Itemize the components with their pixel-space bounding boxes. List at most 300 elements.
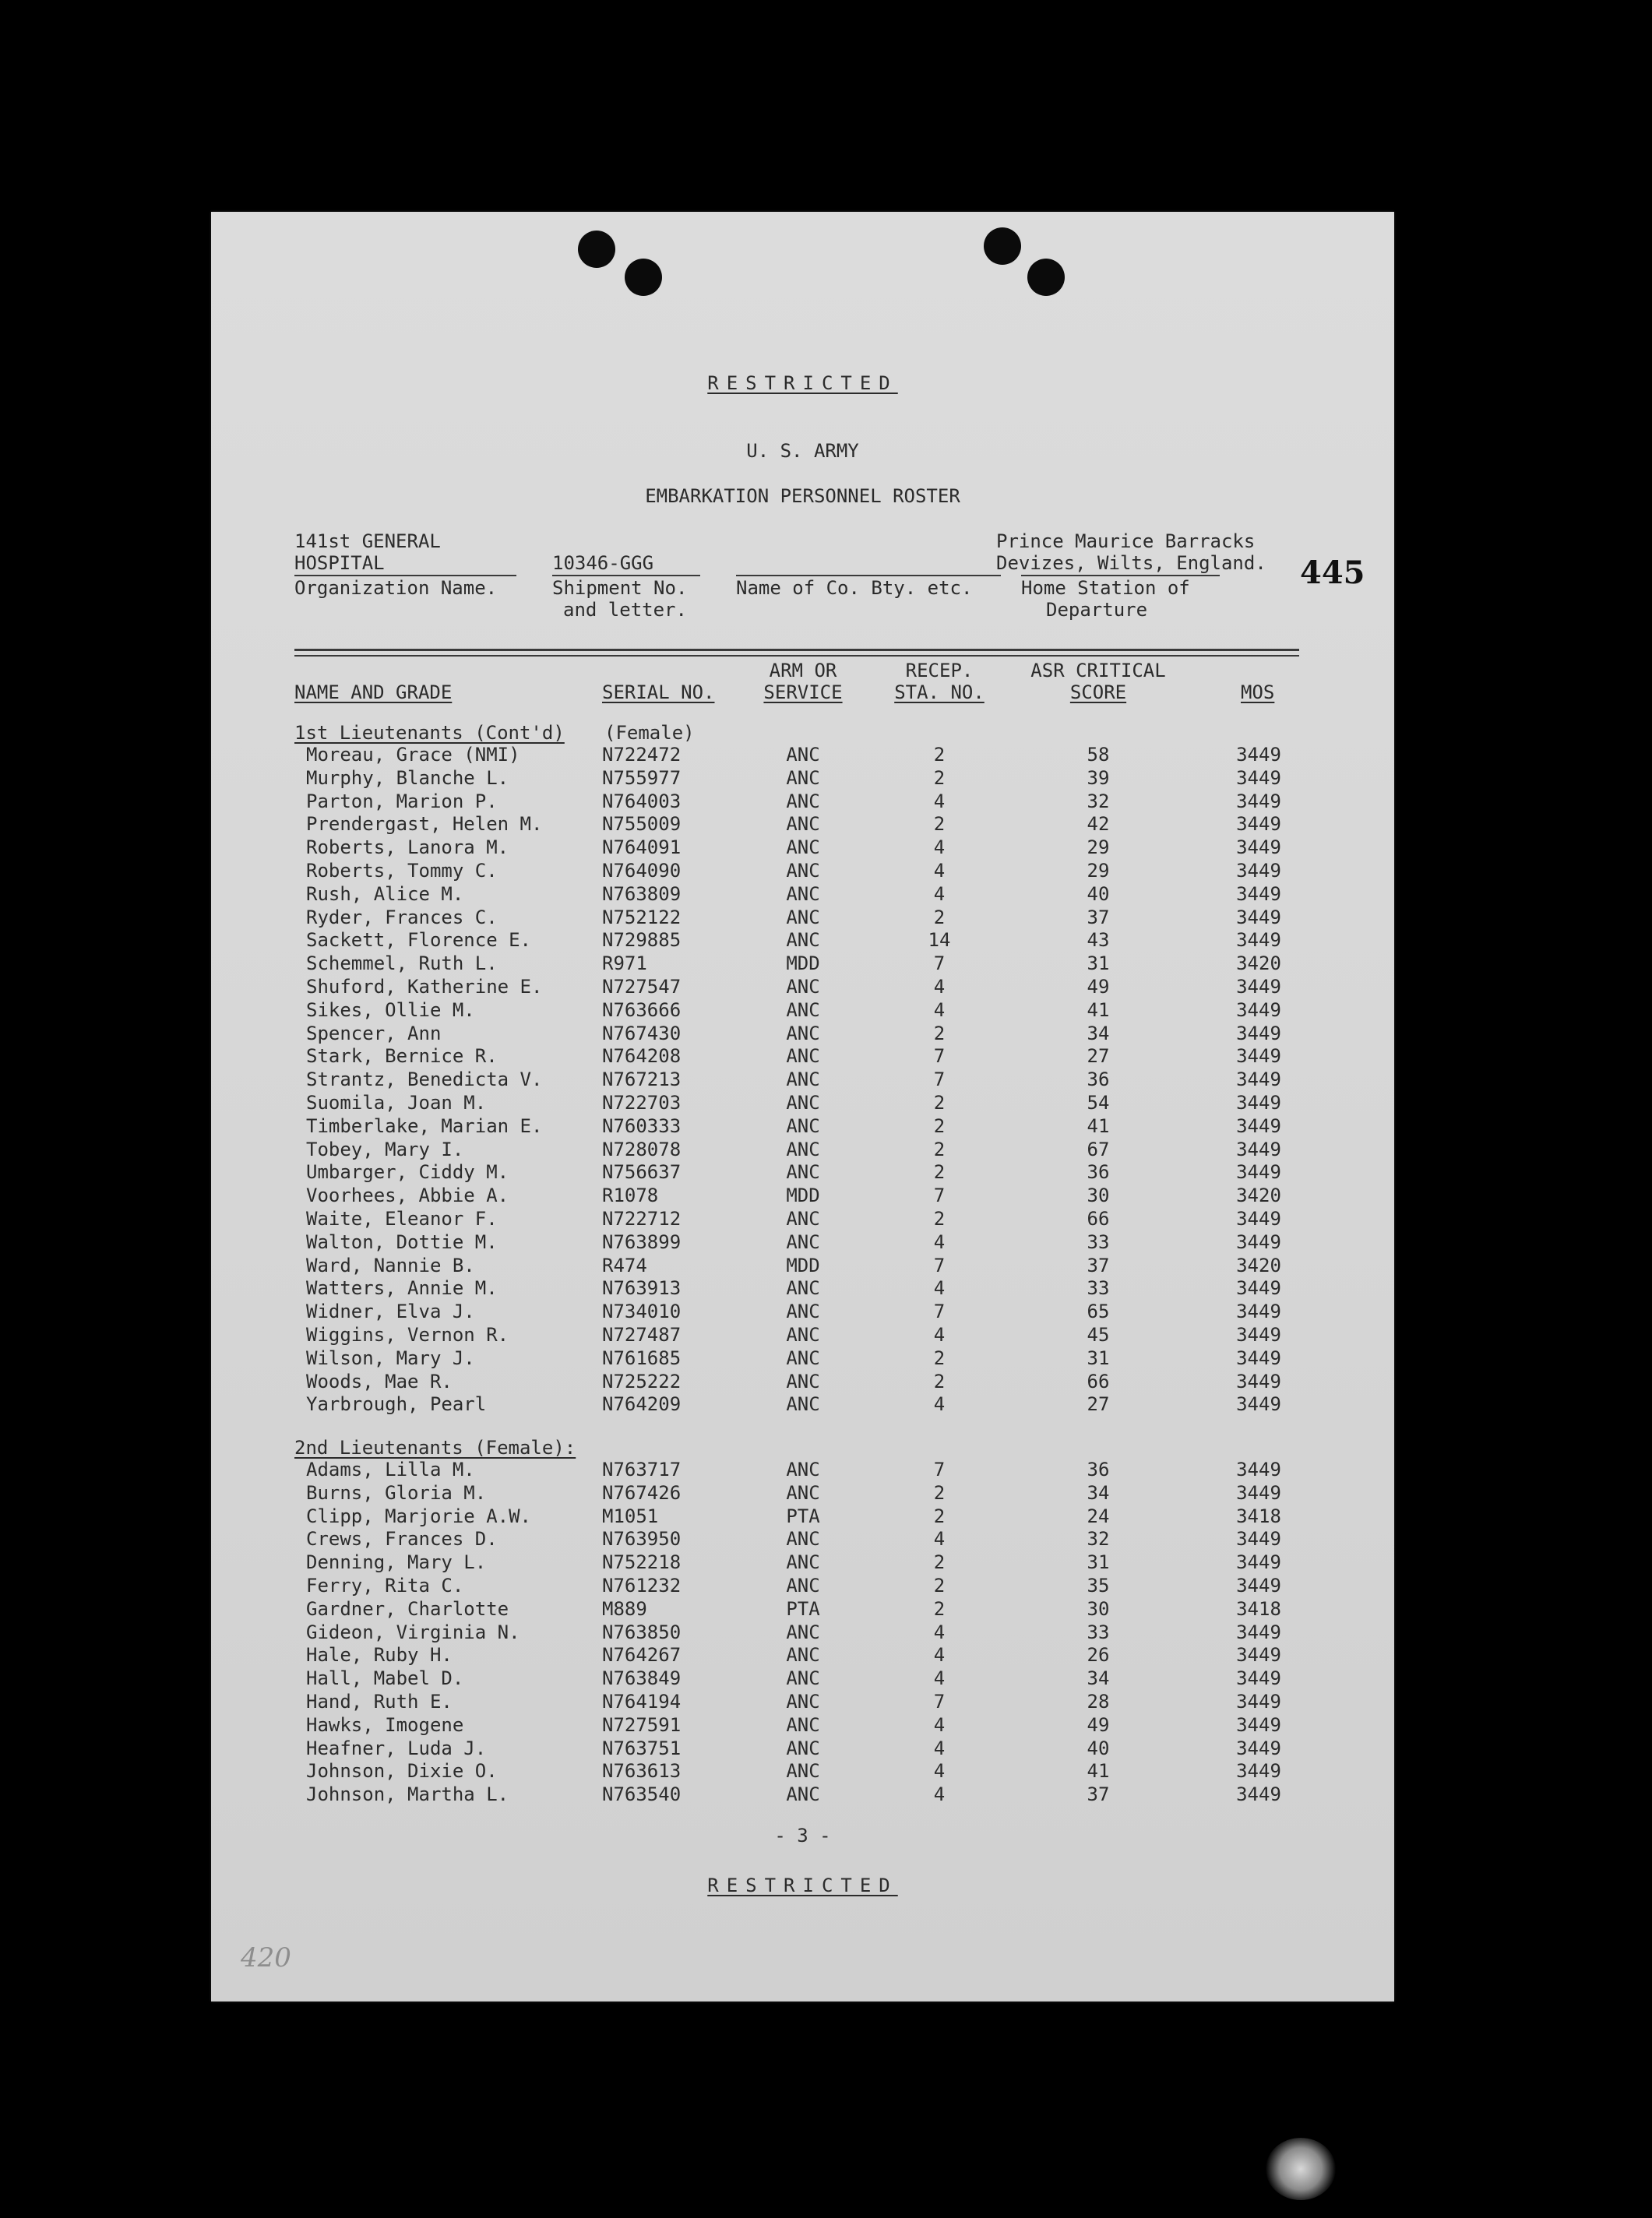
table-row — [211, 1347, 1394, 1370]
cell-name: Prendergast, Helen M. — [306, 813, 543, 836]
cell-sta: 7 — [933, 1301, 946, 1323]
cell-serial: N756637 — [602, 1161, 682, 1184]
cell-serial: N763809 — [602, 882, 682, 905]
cell-mos: 3449 — [1236, 1324, 1281, 1346]
cell-sta: 2 — [933, 744, 946, 766]
roster-page — [211, 212, 1394, 2001]
cell-mos: 3449 — [1236, 998, 1281, 1021]
cell-sta: 7 — [933, 1254, 946, 1276]
cell-mos: 3449 — [1236, 1370, 1281, 1392]
table-row — [211, 1690, 1394, 1713]
table-row — [211, 928, 1394, 952]
cell-score: 66 — [1087, 1208, 1110, 1230]
cell-score: 40 — [1087, 882, 1110, 905]
cell-serial: N727591 — [602, 1713, 682, 1736]
cell-score: 49 — [1087, 1713, 1110, 1736]
cell-arm: MDD — [786, 1185, 820, 1207]
cell-name: Hall, Mabel D. — [306, 1667, 464, 1690]
cell-arm: ANC — [786, 1022, 820, 1044]
cell-score: 41 — [1087, 1114, 1110, 1137]
cell-score: 66 — [1087, 1370, 1110, 1392]
col-name-grade: NAME AND GRADE — [294, 681, 453, 703]
table-row — [211, 1713, 1394, 1737]
org-name-line1: 141st GENERAL — [294, 530, 441, 552]
cell-name: Schemmel, Ruth L. — [306, 952, 498, 975]
cell-name: Wiggins, Vernon R. — [306, 1324, 509, 1346]
cell-sta: 2 — [933, 1481, 946, 1504]
table-row — [211, 975, 1394, 998]
cell-arm: ANC — [786, 1691, 820, 1713]
cell-arm: ANC — [786, 1370, 820, 1392]
table-row — [211, 906, 1394, 929]
cell-sta: 2 — [933, 1551, 946, 1574]
punch-hole — [1027, 259, 1065, 296]
cell-mos: 3449 — [1236, 1393, 1281, 1416]
cell-arm: ANC — [786, 998, 820, 1021]
cell-serial: N755977 — [602, 766, 682, 789]
section-note-female: (Female) — [604, 722, 695, 744]
cell-name: Johnson, Martha L. — [306, 1783, 509, 1806]
table-row — [211, 1068, 1394, 1091]
table-row — [211, 1621, 1394, 1644]
cell-score: 34 — [1087, 1022, 1110, 1044]
agency: U. S. ARMY — [746, 440, 859, 462]
cell-serial: N727547 — [602, 976, 682, 998]
table-row — [211, 1527, 1394, 1551]
cell-score: 39 — [1087, 766, 1110, 789]
table-row — [211, 1323, 1394, 1347]
cell-sta: 4 — [933, 860, 946, 882]
cell-mos: 3449 — [1236, 813, 1281, 836]
cell-arm: ANC — [786, 1069, 820, 1091]
cell-mos: 3449 — [1236, 1691, 1281, 1713]
cell-name: Murphy, Blanche L. — [306, 766, 509, 789]
light-glare — [1266, 2138, 1336, 2200]
col-recep-1: RECEP. — [905, 660, 974, 681]
cell-mos: 3449 — [1236, 1022, 1281, 1044]
cell-serial: N761685 — [602, 1347, 682, 1369]
cell-mos: 3449 — [1236, 1551, 1281, 1574]
cell-name: Roberts, Tommy C. — [306, 860, 498, 882]
cell-sta: 4 — [933, 1713, 946, 1736]
cell-sta: 4 — [933, 790, 946, 812]
cell-name: Denning, Mary L. — [306, 1551, 487, 1574]
cell-sta: 4 — [933, 1783, 946, 1806]
cell-arm: ANC — [786, 882, 820, 905]
cell-name: Adams, Lilla M. — [306, 1459, 475, 1480]
cell-score: 33 — [1087, 1230, 1110, 1253]
cell-score: 37 — [1087, 906, 1110, 928]
table-row — [211, 1551, 1394, 1574]
cell-serial: N722703 — [602, 1092, 682, 1114]
header-rule-bottom — [294, 655, 1299, 657]
cell-score: 37 — [1087, 1254, 1110, 1276]
cell-name: Crews, Frances D. — [306, 1528, 498, 1551]
cell-arm: ANC — [786, 1230, 820, 1253]
cell-serial: N722472 — [602, 744, 682, 766]
cell-arm: ANC — [786, 1667, 820, 1690]
table-row — [211, 1458, 1394, 1481]
table-row — [211, 998, 1394, 1022]
table-row — [211, 1643, 1394, 1667]
cell-serial: N764194 — [602, 1691, 682, 1713]
cell-serial: N764090 — [602, 860, 682, 882]
cell-score: 33 — [1087, 1277, 1110, 1300]
table-row — [211, 952, 1394, 975]
pencil-note: 420 — [241, 1942, 291, 1973]
cell-arm: ANC — [786, 836, 820, 859]
cell-score: 45 — [1087, 1324, 1110, 1346]
cell-mos: 3449 — [1236, 1277, 1281, 1300]
cell-score: 40 — [1087, 1737, 1110, 1759]
table-row — [211, 1276, 1394, 1300]
cell-mos: 3449 — [1236, 1069, 1281, 1091]
cell-sta: 14 — [928, 929, 951, 952]
cell-score: 36 — [1087, 1069, 1110, 1091]
cell-score: 36 — [1087, 1459, 1110, 1480]
cell-arm: ANC — [786, 1760, 820, 1783]
cell-sta: 2 — [933, 1505, 946, 1527]
cell-serial: N763850 — [602, 1621, 682, 1643]
table-row — [211, 1370, 1394, 1393]
cell-name: Waite, Eleanor F. — [306, 1208, 498, 1230]
table-row — [211, 1392, 1394, 1416]
company-label: Name of Co. Bty. etc. — [736, 577, 973, 599]
cell-mos: 3449 — [1236, 744, 1281, 766]
cell-score: 34 — [1087, 1667, 1110, 1690]
cell-score: 41 — [1087, 998, 1110, 1021]
cell-score: 24 — [1087, 1505, 1110, 1527]
cell-mos: 3449 — [1236, 1644, 1281, 1667]
cell-arm: ANC — [786, 929, 820, 952]
cell-arm: ANC — [786, 1347, 820, 1369]
cell-mos: 3449 — [1236, 929, 1281, 952]
cell-name: Roberts, Lanora M. — [306, 836, 509, 859]
cell-arm: ANC — [786, 1092, 820, 1114]
cell-name: Voorhees, Abbie A. — [306, 1185, 509, 1207]
cell-serial: N763540 — [602, 1783, 682, 1806]
cell-serial: N763849 — [602, 1667, 682, 1690]
cell-arm: ANC — [786, 813, 820, 836]
cell-score: 31 — [1087, 952, 1110, 975]
table-row — [211, 1737, 1394, 1760]
cell-name: Clipp, Marjorie A.W. — [306, 1505, 531, 1527]
home-station-line1: Prince Maurice Barracks — [996, 530, 1256, 552]
cell-sta: 4 — [933, 1393, 946, 1416]
cell-arm: ANC — [786, 1301, 820, 1323]
cell-name: Stark, Bernice R. — [306, 1045, 498, 1068]
home-label-1: Home Station of — [1021, 577, 1190, 599]
cell-name: Hawks, Imogene — [306, 1713, 464, 1736]
cell-arm: ANC — [786, 790, 820, 812]
cell-arm: ANC — [786, 1161, 820, 1184]
cell-arm: ANC — [786, 1277, 820, 1300]
classification-top: RESTRICTED — [707, 372, 898, 394]
cell-arm: ANC — [786, 1393, 820, 1416]
cell-sta: 4 — [933, 976, 946, 998]
cell-mos: 3449 — [1236, 1783, 1281, 1806]
cell-name: Hand, Ruth E. — [306, 1691, 453, 1713]
cell-score: 49 — [1087, 976, 1110, 998]
cell-name: Widner, Elva J. — [306, 1301, 475, 1323]
table-row — [211, 1759, 1394, 1783]
table-row — [211, 1114, 1394, 1138]
cell-serial: M1051 — [602, 1505, 659, 1527]
cell-sta: 4 — [933, 1324, 946, 1346]
cell-mos: 3449 — [1236, 1208, 1281, 1230]
cell-mos: 3449 — [1236, 1528, 1281, 1551]
cell-mos: 3449 — [1236, 906, 1281, 928]
cell-name: Moreau, Grace (NMI) — [306, 744, 520, 766]
classification-bottom: RESTRICTED — [707, 1875, 898, 1896]
cell-name: Umbarger, Ciddy M. — [306, 1161, 509, 1184]
shipment-label-2: and letter. — [563, 599, 687, 621]
cell-serial: R971 — [602, 952, 647, 975]
table-row — [211, 1254, 1394, 1277]
cell-arm: ANC — [786, 1114, 820, 1137]
roster-table-2nd-lieutenants — [211, 1458, 1394, 1816]
cell-arm: ANC — [786, 1138, 820, 1160]
cell-score: 31 — [1087, 1551, 1110, 1574]
cell-sta: 7 — [933, 1185, 946, 1207]
cell-serial: N728078 — [602, 1138, 682, 1160]
cell-sta: 4 — [933, 1528, 946, 1551]
cell-serial: R1078 — [602, 1185, 659, 1207]
table-row — [211, 790, 1394, 813]
cell-arm: ANC — [786, 1208, 820, 1230]
cell-serial: N763950 — [602, 1528, 682, 1551]
cell-name: Johnson, Dixie O. — [306, 1760, 498, 1783]
cell-sta: 2 — [933, 1370, 946, 1392]
table-row — [211, 1300, 1394, 1323]
table-row — [211, 1597, 1394, 1621]
table-row — [211, 1184, 1394, 1207]
cell-mos: 3449 — [1236, 1092, 1281, 1114]
cell-serial: N763717 — [602, 1459, 682, 1480]
col-serial: SERIAL NO. — [602, 681, 715, 703]
org-label: Organization Name. — [294, 577, 498, 599]
table-row — [211, 1505, 1394, 1528]
table-row — [211, 1230, 1394, 1254]
cell-mos: 3449 — [1236, 976, 1281, 998]
cell-arm: ANC — [786, 1459, 820, 1480]
sheet-number: 445 — [1300, 554, 1365, 591]
cell-mos: 3449 — [1236, 1737, 1281, 1759]
cell-score: 29 — [1087, 836, 1110, 859]
cell-sta: 2 — [933, 766, 946, 789]
cell-arm: PTA — [786, 1597, 820, 1620]
cell-name: Hale, Ruby H. — [306, 1644, 453, 1667]
cell-name: Tobey, Mary I. — [306, 1138, 464, 1160]
cell-arm: ANC — [786, 744, 820, 766]
cell-name: Sikes, Ollie M. — [306, 998, 475, 1021]
cell-mos: 3449 — [1236, 860, 1281, 882]
cell-sta: 4 — [933, 1621, 946, 1643]
cell-sta: 2 — [933, 1347, 946, 1369]
cell-sta: 4 — [933, 882, 946, 905]
cell-mos: 3420 — [1236, 1254, 1281, 1276]
cell-sta: 4 — [933, 1667, 946, 1690]
section-title-2nd-lieutenants: 2nd Lieutenants (Female): — [294, 1437, 576, 1459]
cell-sta: 2 — [933, 1022, 946, 1044]
cell-name: Wilson, Mary J. — [306, 1347, 475, 1369]
section-title-1st-lieutenants: 1st Lieutenants (Cont'd) — [294, 722, 565, 744]
cell-serial: R474 — [602, 1254, 647, 1276]
cell-score: 37 — [1087, 1783, 1110, 1806]
cell-mos: 3420 — [1236, 952, 1281, 975]
cell-name: Watters, Annie M. — [306, 1277, 498, 1300]
cell-score: 41 — [1087, 1760, 1110, 1783]
cell-mos: 3449 — [1236, 790, 1281, 812]
home-label-2: Departure — [1046, 599, 1148, 621]
cell-mos: 3449 — [1236, 1161, 1281, 1184]
cell-mos: 3449 — [1236, 1760, 1281, 1783]
cell-name: Burns, Gloria M. — [306, 1481, 487, 1504]
cell-sta: 2 — [933, 1575, 946, 1597]
cell-serial: N725222 — [602, 1370, 682, 1392]
cell-score: 36 — [1087, 1161, 1110, 1184]
cell-serial: N722712 — [602, 1208, 682, 1230]
cell-sta: 2 — [933, 1114, 946, 1137]
cell-serial: N764267 — [602, 1644, 682, 1667]
org-name-line2: HOSPITAL — [294, 552, 385, 574]
shipment-number: 10346-GGG — [552, 552, 654, 574]
cell-serial: N763666 — [602, 998, 682, 1021]
cell-mos: 3449 — [1236, 1481, 1281, 1504]
table-row — [211, 836, 1394, 859]
cell-serial: M889 — [602, 1597, 647, 1620]
cell-arm: ANC — [786, 1783, 820, 1806]
cell-serial: N763913 — [602, 1277, 682, 1300]
cell-mos: 3418 — [1236, 1597, 1281, 1620]
table-row — [211, 1044, 1394, 1068]
cell-score: 28 — [1087, 1691, 1110, 1713]
cell-score: 31 — [1087, 1347, 1110, 1369]
cell-serial: N764208 — [602, 1045, 682, 1068]
table-row — [211, 1091, 1394, 1114]
form-title: EMBARKATION PERSONNEL ROSTER — [645, 485, 960, 507]
punch-hole — [578, 231, 615, 268]
cell-sta: 2 — [933, 1161, 946, 1184]
cell-score: 58 — [1087, 744, 1110, 766]
cell-sta: 7 — [933, 1045, 946, 1068]
cell-name: Gardner, Charlotte — [306, 1597, 509, 1620]
cell-arm: ANC — [786, 1644, 820, 1667]
table-row — [211, 812, 1394, 836]
col-arm-1: ARM OR — [769, 660, 837, 681]
cell-serial: N734010 — [602, 1301, 682, 1323]
punch-hole — [625, 259, 662, 296]
cell-serial: N727487 — [602, 1324, 682, 1346]
cell-arm: ANC — [786, 1551, 820, 1574]
cell-score: 30 — [1087, 1185, 1110, 1207]
cell-sta: 4 — [933, 1277, 946, 1300]
cell-arm: ANC — [786, 1045, 820, 1068]
cell-name: Gideon, Virginia N. — [306, 1621, 520, 1643]
table-row — [211, 1022, 1394, 1045]
cell-name: Ryder, Frances C. — [306, 906, 498, 928]
cell-arm: ANC — [786, 906, 820, 928]
cell-score: 34 — [1087, 1481, 1110, 1504]
cell-score: 26 — [1087, 1644, 1110, 1667]
page-number: - 3 - — [774, 1825, 831, 1847]
cell-score: 32 — [1087, 790, 1110, 812]
cell-sta: 7 — [933, 1069, 946, 1091]
cell-mos: 3449 — [1236, 766, 1281, 789]
cell-serial: N767430 — [602, 1022, 682, 1044]
cell-serial: N729885 — [602, 929, 682, 952]
cell-score: 42 — [1087, 813, 1110, 836]
table-row — [211, 859, 1394, 882]
cell-mos: 3449 — [1236, 1230, 1281, 1253]
cell-score: 67 — [1087, 1138, 1110, 1160]
cell-mos: 3449 — [1236, 1621, 1281, 1643]
cell-arm: ANC — [786, 766, 820, 789]
cell-name: Ferry, Rita C. — [306, 1575, 464, 1597]
home-station-line2: Devizes, Wilts, England. — [996, 552, 1266, 574]
cell-score: 43 — [1087, 929, 1110, 952]
cell-serial: N764209 — [602, 1393, 682, 1416]
table-row — [211, 766, 1394, 790]
cell-sta: 4 — [933, 1644, 946, 1667]
cell-serial: N763751 — [602, 1737, 682, 1759]
punch-hole — [984, 227, 1021, 265]
cell-name: Ward, Nannie B. — [306, 1254, 475, 1276]
table-row — [211, 743, 1394, 766]
cell-name: Woods, Mae R. — [306, 1370, 453, 1392]
cell-sta: 4 — [933, 998, 946, 1021]
roster-table-1st-lieutenants — [211, 743, 1394, 1444]
cell-name: Sackett, Florence E. — [306, 929, 531, 952]
cell-serial: N755009 — [602, 813, 682, 836]
cell-arm: ANC — [786, 1713, 820, 1736]
cell-sta: 4 — [933, 836, 946, 859]
cell-score: 33 — [1087, 1621, 1110, 1643]
cell-score: 32 — [1087, 1528, 1110, 1551]
cell-name: Spencer, Ann — [306, 1022, 442, 1044]
cell-arm: ANC — [786, 1737, 820, 1759]
cell-sta: 4 — [933, 1737, 946, 1759]
cell-score: 30 — [1087, 1597, 1110, 1620]
cell-arm: ANC — [786, 1324, 820, 1346]
cell-serial: N764003 — [602, 790, 682, 812]
cell-mos: 3418 — [1236, 1505, 1281, 1527]
cell-mos: 3449 — [1236, 1301, 1281, 1323]
table-row — [211, 1160, 1394, 1184]
cell-mos: 3449 — [1236, 1347, 1281, 1369]
cell-arm: ANC — [786, 1575, 820, 1597]
cell-score: 35 — [1087, 1575, 1110, 1597]
table-row — [211, 1667, 1394, 1690]
cell-sta: 7 — [933, 952, 946, 975]
col-asr-1: ASR CRITICAL — [1030, 660, 1166, 681]
table-row — [211, 1138, 1394, 1161]
cell-sta: 2 — [933, 813, 946, 836]
cell-arm: MDD — [786, 1254, 820, 1276]
cell-mos: 3449 — [1236, 1667, 1281, 1690]
table-row — [211, 1207, 1394, 1230]
cell-mos: 3449 — [1236, 836, 1281, 859]
table-row — [211, 882, 1394, 906]
cell-sta: 2 — [933, 1208, 946, 1230]
cell-arm: ANC — [786, 976, 820, 998]
cell-name: Yarbrough, Pearl — [306, 1393, 487, 1416]
cell-arm: ANC — [786, 1528, 820, 1551]
cell-score: 27 — [1087, 1393, 1110, 1416]
cell-arm: ANC — [786, 1621, 820, 1643]
cell-serial: N752218 — [602, 1551, 682, 1574]
cell-score: 27 — [1087, 1045, 1110, 1068]
